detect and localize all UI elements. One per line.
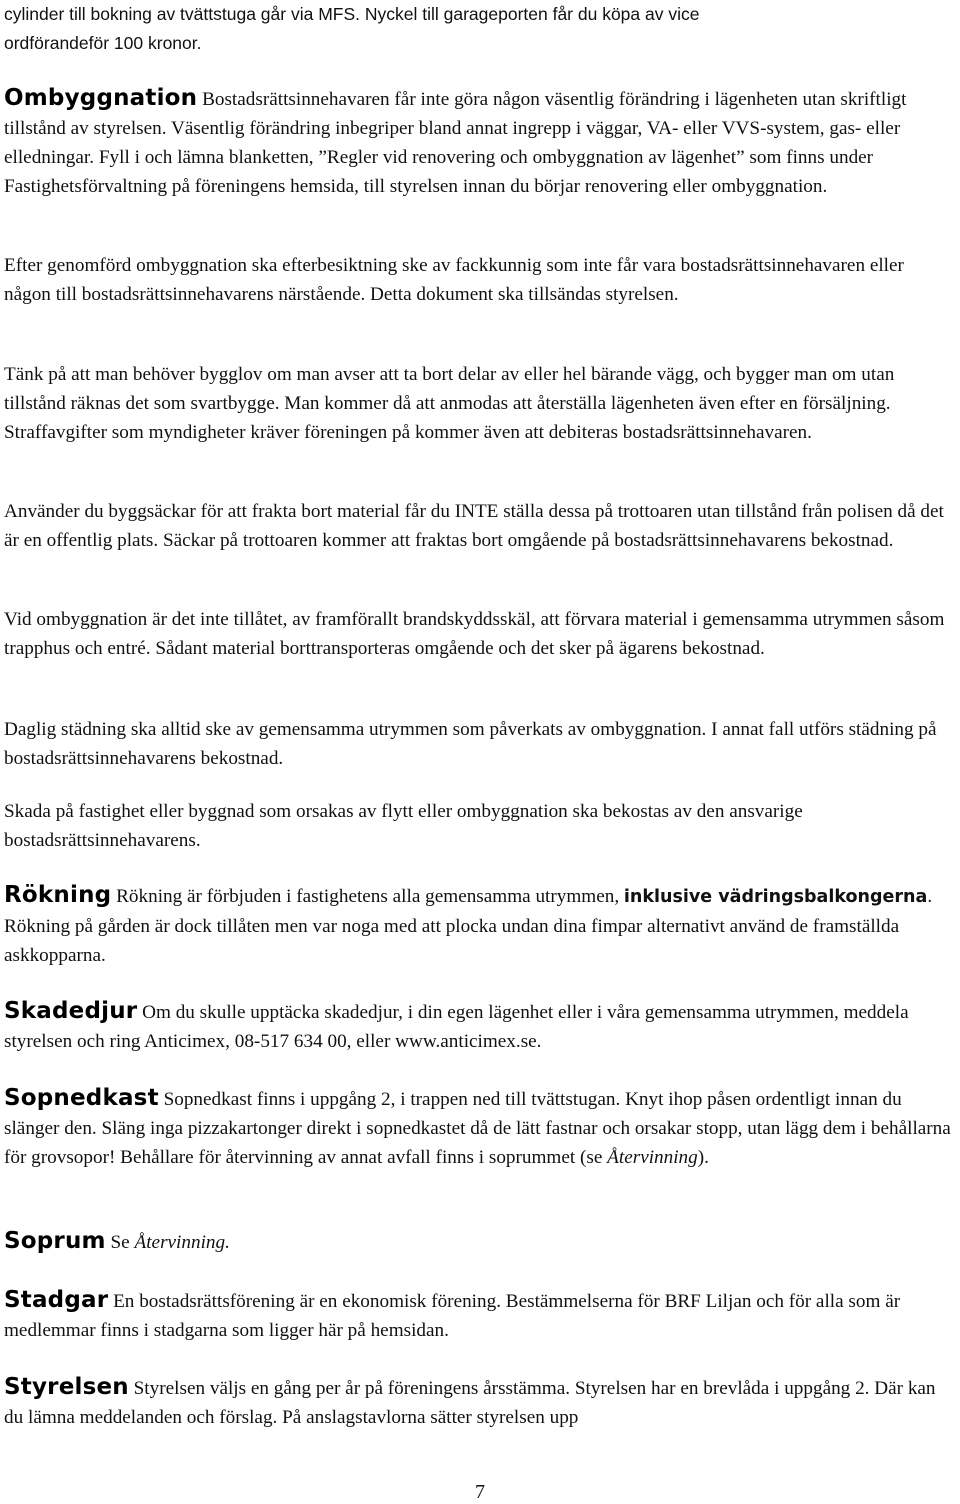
ombyggnation-section xyxy=(4,84,954,201)
efterbesiktning-paragraph xyxy=(4,251,954,309)
skadedjur-heading: Skadedjur xyxy=(4,998,138,1024)
stadgar-section xyxy=(4,1286,954,1345)
forvara-text: Vid ombyggnation är det inte tillåtet, av framförallt brandskyddsskäl, att förvara material i gemensamma utrymmen såsom trapphus och entré. Sådant material borttransporteras omgående och det sker på ägarens bekostnad. xyxy=(4,609,945,659)
styrelsen-text: Styrelsen väljs en gång per år på föreningens årsstämma. Styrelsen har en brevlåda i uppgång 2. Där kan du lämna meddelanden och förslag. På anslagstavlorna sätter styrelsen upp xyxy=(4,1378,936,1428)
rokning-section xyxy=(4,881,954,970)
sopnedkast-section xyxy=(4,1084,954,1172)
rokning-bold-text: inklusive vädringsbalkongerna xyxy=(623,887,928,907)
intro-line-2: ordförandeför 100 kronor. xyxy=(4,33,202,53)
skada-text: Skada på fastighet eller byggnad som orsakas av flytt eller ombyggnation ska bekostas av den ansvarige bostadsrättsinnehavarens. xyxy=(4,801,803,851)
forvara-paragraph xyxy=(4,605,954,663)
efterbesiktning-text: Efter genomförd ombyggnation ska efterbesiktning ske av fackkunnig som inte får vara bostadsrättsinnehavaren eller någon till bostadsrättsinnehavarens närstående. Detta dokument ska tillsändas styrelsen. xyxy=(4,255,904,305)
byggsackar-paragraph xyxy=(4,497,954,555)
sopnedkast-italic: Återvinning xyxy=(607,1147,698,1168)
skadedjur-paragraph xyxy=(4,997,954,1056)
stadgar-paragraph xyxy=(4,1286,954,1345)
stadgar-heading: Stadgar xyxy=(4,1287,109,1313)
soprum-section xyxy=(4,1227,954,1257)
soprum-paragraph xyxy=(4,1227,954,1257)
sopnedkast-text-a: Sopnedkast finns i uppgång 2, i trappen ned till tvättstugan. Knyt ihop påsen ordentligt innan du slänger den. Släng inga pizzakartonger direkt i sopnedkastet då de lätt fastnar och orsakar stopp, utan lägg dem i behållarna för grovsopor! Behållare för återvinning av annat avfall finns i soprummet (se xyxy=(4,1089,951,1168)
page-number: 7 xyxy=(475,1481,485,1503)
ombyggnation-paragraph xyxy=(4,84,954,201)
styrelsen-section xyxy=(4,1373,954,1432)
stadning-paragraph xyxy=(4,715,954,773)
stadgar-text: En bostadsrättsförening är en ekonomisk förening. Bestämmelserna för BRF Liljan och för alla som är medlemmar finns i stadgarna som ligger här på hemsidan. xyxy=(4,1291,901,1341)
styrelsen-paragraph xyxy=(4,1373,954,1432)
stadning-text: Daglig städning ska alltid ske av gemensamma utrymmen som påverkats av ombyggnation. I annat fall utförs städning på bostadsrättsinnehavarens bekostnad. xyxy=(4,719,937,769)
ombyggnation-heading: Ombyggnation xyxy=(4,85,198,111)
ombyggnation-text-b: Fyll i och lämna blanketten, ”Regler vid renovering och ombyggnation av lägenhet” som finns under Fastighetsförvaltning på föreningens hemsida, till styrelsen innan du börjar renovering eller ombyggnation. xyxy=(4,147,874,197)
soprum-italic: Återvinning. xyxy=(134,1232,230,1253)
rokning-heading: Rökning xyxy=(4,882,112,908)
soprum-heading: Soprum xyxy=(4,1228,106,1254)
sopnedkast-paragraph xyxy=(4,1084,954,1172)
intro-paragraph xyxy=(4,0,954,58)
sopnedkast-heading: Sopnedkast xyxy=(4,1085,159,1111)
rokning-paragraph xyxy=(4,881,954,970)
soprum-text: Se xyxy=(110,1232,130,1253)
styrelsen-heading: Styrelsen xyxy=(4,1374,129,1400)
bygglov-text: Tänk på att man behöver bygglov om man avser att ta bort delar av eller hel bärande vägg, och bygger man om utan tillstånd räknas det som svartbygge. Man kommer då att anmodas att återställa lägenheten även efter en försäljning. Straffavgifter som myndigheter kräver föreningen på kommer även att debiteras bostadsrättsinnehavaren. xyxy=(4,364,895,443)
ombyggnation-text-a: Bostadsrättsinnehavaren får inte göra någon väsentlig förändring i lägenheten utan skriftligt tillstånd av styrelsen. Väsentlig förändring inbegriper bland annat ingrepp i väggar, VA- eller VVS-system, gas- eller elledningar. xyxy=(4,89,907,168)
rokning-text-b: . Rökning på gården är dock tillåten men var noga med att plocka undan dina fimpar alternativt använd de framställda askkopparna. xyxy=(4,886,933,966)
skadedjur-text: Om du skulle upptäcka skadedjur, i din egen lägenhet eller i våra gemensamma utrymmen, meddela styrelsen och ring Anticimex, 08-517 634 00, eller www.anticimex.se. xyxy=(4,1002,909,1052)
bygglov-paragraph xyxy=(4,360,954,447)
intro-line-1: cylinder till bokning av tvättstuga går via MFS. Nyckel till garageporten får du köpa av vice xyxy=(4,4,700,24)
rokning-text-a: Rökning är förbjuden i fastighetens alla gemensamma utrymmen, xyxy=(116,886,620,907)
byggsackar-text: Använder du byggsäckar för att frakta bort material får du INTE ställa dessa på trottoaren utan tillstånd från polisen då det är en offentlig plats. Säckar på trottoaren kommer att fraktas bort omgående på bostadsrättsinnehavarens bekostnad. xyxy=(4,501,944,551)
skadedjur-section xyxy=(4,997,954,1056)
skada-paragraph xyxy=(4,797,954,855)
sopnedkast-text-b: ). xyxy=(697,1147,709,1168)
